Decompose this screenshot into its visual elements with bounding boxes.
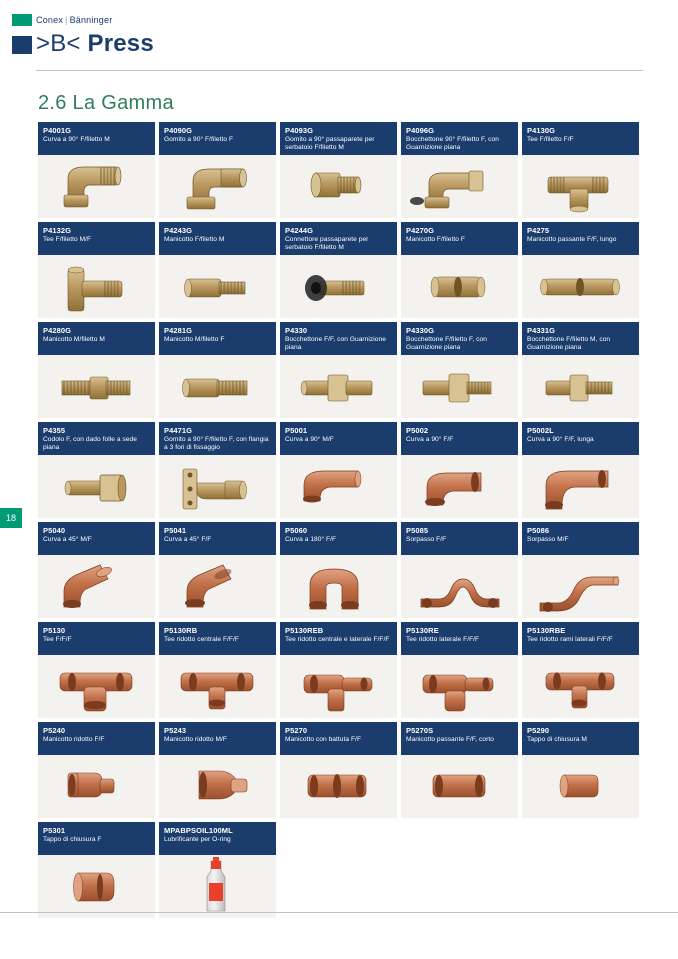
product-image bbox=[522, 155, 639, 218]
product-code: P5270S bbox=[406, 726, 434, 735]
product-image bbox=[280, 655, 397, 718]
product-code: P4093G bbox=[285, 126, 314, 135]
product-card-header bbox=[401, 722, 518, 755]
product-card-header bbox=[159, 522, 276, 555]
product-card[interactable] bbox=[159, 322, 276, 418]
product-description: Tee F/filetto M/F bbox=[43, 236, 92, 243]
product-card[interactable] bbox=[38, 622, 155, 718]
product-card[interactable] bbox=[522, 722, 639, 818]
product-card[interactable] bbox=[159, 522, 276, 618]
product-code: P4330 bbox=[285, 326, 308, 335]
product-image bbox=[159, 855, 276, 918]
product-card-header bbox=[522, 422, 639, 455]
product-code: P5290 bbox=[527, 726, 550, 735]
header-divider bbox=[36, 70, 643, 71]
page-title: 2.6 La Gamma bbox=[38, 92, 174, 114]
product-code: P4244G bbox=[285, 226, 314, 235]
product-card-header bbox=[522, 622, 639, 655]
product-card-header bbox=[38, 622, 155, 655]
product-card[interactable] bbox=[38, 422, 155, 518]
product-image bbox=[401, 755, 518, 818]
product-image bbox=[159, 355, 276, 418]
product-description: Manicotto M/filetto M bbox=[43, 336, 105, 343]
product-card-header bbox=[522, 322, 639, 355]
product-card[interactable] bbox=[159, 622, 276, 718]
product-description: Bocchettone 90° F/filetto F, con Guarnizione piana bbox=[406, 136, 499, 151]
product-description: Manicotto passante F/F, corto bbox=[406, 736, 494, 743]
product-image bbox=[38, 755, 155, 818]
product-code: P5002L bbox=[527, 426, 554, 435]
product-description: Tee ridotto centrale F/F/F bbox=[164, 636, 239, 643]
product-code: P4090G bbox=[164, 126, 193, 135]
product-image bbox=[522, 555, 639, 618]
product-image bbox=[280, 355, 397, 418]
product-image bbox=[401, 255, 518, 318]
product-description: Sorpasso F/F bbox=[406, 536, 447, 543]
product-card-header bbox=[38, 522, 155, 555]
product-image bbox=[522, 455, 639, 518]
product-card[interactable] bbox=[159, 122, 276, 218]
product-card-header bbox=[401, 522, 518, 555]
product-card-header bbox=[280, 222, 397, 255]
product-image bbox=[38, 455, 155, 518]
product-image bbox=[280, 755, 397, 818]
product-image bbox=[159, 255, 276, 318]
product-description: Curva a 180° F/F bbox=[285, 536, 337, 543]
product-card[interactable] bbox=[280, 522, 397, 618]
product-line-title bbox=[36, 30, 154, 58]
product-description: Tee ridotto rami laterali F/F/F bbox=[527, 636, 613, 643]
product-image bbox=[38, 855, 155, 918]
product-card-header bbox=[401, 422, 518, 455]
product-image bbox=[522, 655, 639, 718]
product-code: P5130RB bbox=[164, 626, 198, 635]
brand-separator: | bbox=[65, 15, 68, 25]
product-card[interactable] bbox=[401, 422, 518, 518]
product-code: P5041 bbox=[164, 526, 187, 535]
product-card-header bbox=[522, 722, 639, 755]
product-description: Sorpasso M/F bbox=[527, 536, 569, 543]
product-code: P5040 bbox=[43, 526, 66, 535]
product-description: Tee ridotto centrale e laterale F/F/F bbox=[285, 636, 390, 643]
product-code: P5240 bbox=[43, 726, 66, 735]
product-description: Curva a 90° F/F, lunga bbox=[527, 436, 594, 443]
product-card[interactable] bbox=[401, 522, 518, 618]
product-card-header bbox=[159, 122, 276, 155]
product-image bbox=[159, 555, 276, 618]
product-card-header bbox=[401, 622, 518, 655]
product-card-header bbox=[401, 222, 518, 255]
product-card-header bbox=[280, 122, 397, 155]
product-code: P4275 bbox=[527, 226, 550, 235]
product-description: Manicotto M/filetto F bbox=[164, 336, 225, 343]
product-image bbox=[38, 255, 155, 318]
product-card-header bbox=[159, 422, 276, 455]
product-card[interactable] bbox=[401, 722, 518, 818]
product-description: Manicotto ridotto M/F bbox=[164, 736, 227, 743]
product-code: P5130RBE bbox=[527, 626, 566, 635]
product-description: Tappo di chiusura F bbox=[43, 836, 102, 843]
product-image bbox=[159, 155, 276, 218]
product-code: P4132G bbox=[43, 226, 72, 235]
product-code: P5085 bbox=[406, 526, 429, 535]
product-image bbox=[38, 555, 155, 618]
product-description: Curva a 90° M/F bbox=[285, 436, 334, 443]
product-code: P4243G bbox=[164, 226, 193, 235]
logo-green-block bbox=[12, 14, 32, 26]
product-card-header bbox=[280, 422, 397, 455]
product-card[interactable] bbox=[159, 222, 276, 318]
product-image bbox=[159, 455, 276, 518]
product-image bbox=[280, 455, 397, 518]
product-card-header bbox=[280, 522, 397, 555]
product-image bbox=[522, 255, 639, 318]
product-card-header bbox=[38, 122, 155, 155]
product-card[interactable] bbox=[159, 722, 276, 818]
product-code: P5130RE bbox=[406, 626, 439, 635]
product-code: P4331G bbox=[527, 326, 556, 335]
product-card-header bbox=[522, 222, 639, 255]
product-code: P5001 bbox=[285, 426, 308, 435]
product-card-header bbox=[159, 822, 276, 855]
product-code: P4330G bbox=[406, 326, 435, 335]
product-description: Manicotto F/filetto M bbox=[164, 236, 225, 243]
product-card[interactable] bbox=[159, 822, 276, 918]
product-image bbox=[522, 755, 639, 818]
product-image bbox=[401, 655, 518, 718]
product-code: P5301 bbox=[43, 826, 66, 835]
brand-primary: Conex bbox=[36, 15, 64, 25]
product-card[interactable] bbox=[280, 722, 397, 818]
product-card-header bbox=[522, 122, 639, 155]
product-card[interactable] bbox=[401, 622, 518, 718]
logo-blue-block bbox=[12, 36, 32, 54]
product-image bbox=[522, 355, 639, 418]
product-image bbox=[280, 155, 397, 218]
product-description: Curva a 90° F/filetto M bbox=[43, 136, 110, 143]
product-description: Gomito a 90° passaparete per serbatoio F/filetto M bbox=[285, 136, 375, 151]
product-card[interactable] bbox=[522, 222, 639, 318]
product-card-header bbox=[38, 422, 155, 455]
product-image bbox=[401, 555, 518, 618]
product-image bbox=[280, 255, 397, 318]
product-card[interactable] bbox=[38, 322, 155, 418]
product-image bbox=[159, 655, 276, 718]
product-code: P4270G bbox=[406, 226, 435, 235]
product-card[interactable] bbox=[38, 822, 155, 918]
page-header bbox=[0, 0, 678, 74]
product-card-header bbox=[38, 222, 155, 255]
product-card[interactable] bbox=[280, 622, 397, 718]
product-description: Curva a 90° F/F bbox=[406, 436, 454, 443]
product-card-header bbox=[280, 722, 397, 755]
product-code: MPABPSOIL100ML bbox=[164, 826, 233, 835]
product-code: P5243 bbox=[164, 726, 187, 735]
product-image bbox=[38, 355, 155, 418]
product-image bbox=[159, 755, 276, 818]
product-image bbox=[38, 155, 155, 218]
product-card-header bbox=[159, 222, 276, 255]
product-card-header bbox=[159, 622, 276, 655]
product-card-header bbox=[159, 322, 276, 355]
product-card[interactable] bbox=[522, 422, 639, 518]
product-image bbox=[280, 555, 397, 618]
product-code: P5002 bbox=[406, 426, 429, 435]
product-description: Gomito a 90° F/filetto F bbox=[164, 136, 234, 143]
product-card[interactable] bbox=[401, 122, 518, 218]
product-description: Connettore passaparete per serbatoio F/filetto M bbox=[285, 236, 369, 251]
product-card[interactable] bbox=[522, 322, 639, 418]
product-image bbox=[401, 355, 518, 418]
product-code: P5270 bbox=[285, 726, 308, 735]
product-image bbox=[401, 455, 518, 518]
product-card[interactable] bbox=[522, 622, 639, 718]
product-card-header bbox=[38, 722, 155, 755]
product-card-header bbox=[401, 122, 518, 155]
product-card[interactable] bbox=[38, 122, 155, 218]
brand-name bbox=[36, 15, 112, 25]
product-card-header bbox=[38, 322, 155, 355]
product-card[interactable] bbox=[522, 522, 639, 618]
product-code: P4001G bbox=[43, 126, 72, 135]
product-description: Tappo di chiusura M bbox=[527, 736, 587, 743]
product-description: Curva a 45° M/F bbox=[43, 536, 92, 543]
brand-title-prefix: >B< bbox=[36, 30, 81, 57]
product-description: Manicotto con battuta F/F bbox=[285, 736, 362, 743]
page-number-tab: 18 bbox=[0, 508, 22, 528]
product-code: P4355 bbox=[43, 426, 66, 435]
product-description: Codolo F, con dado folle a sede piana bbox=[43, 436, 137, 451]
product-description: Curva a 45° F/F bbox=[164, 536, 212, 543]
product-description: Manicotto passante F/F, lungo bbox=[527, 236, 617, 243]
product-card[interactable] bbox=[280, 222, 397, 318]
product-card-header bbox=[280, 622, 397, 655]
product-card[interactable] bbox=[38, 222, 155, 318]
product-image bbox=[38, 655, 155, 718]
brand-secondary: Bänninger bbox=[69, 15, 113, 25]
product-description: Tee F/F/F bbox=[43, 636, 72, 643]
product-description: Manicotto ridotto F/F bbox=[43, 736, 105, 743]
product-code: P4280G bbox=[43, 326, 72, 335]
product-description: Manicotto F/filetto F bbox=[406, 236, 465, 243]
product-card-header bbox=[280, 322, 397, 355]
product-card-header bbox=[159, 722, 276, 755]
product-description: Bocchettone F/filetto F, con Guarnizione piana bbox=[406, 336, 487, 351]
product-description: Tee ridotto laterale F/F/F bbox=[406, 636, 480, 643]
product-card[interactable] bbox=[280, 422, 397, 518]
product-description: Gomito a 90° F/filetto F, con flangia a 3 fori di fissaggio bbox=[164, 436, 269, 451]
product-card[interactable] bbox=[522, 122, 639, 218]
product-card[interactable] bbox=[159, 422, 276, 518]
product-code: P5060 bbox=[285, 526, 308, 535]
product-description: Bocchettone F/F, con Guarnizione piana bbox=[285, 336, 386, 351]
product-card[interactable] bbox=[280, 122, 397, 218]
product-grid bbox=[38, 122, 642, 918]
product-code: P5130REB bbox=[285, 626, 324, 635]
footer-divider bbox=[0, 912, 678, 913]
product-code: P5130 bbox=[43, 626, 66, 635]
product-card[interactable] bbox=[38, 722, 155, 818]
product-card[interactable] bbox=[401, 322, 518, 418]
product-description: Tee F/filetto F/F bbox=[527, 136, 574, 143]
product-card-header bbox=[38, 822, 155, 855]
product-card-header bbox=[522, 522, 639, 555]
product-card-header bbox=[401, 322, 518, 355]
product-card[interactable] bbox=[401, 222, 518, 318]
product-code: P4471G bbox=[164, 426, 193, 435]
product-description: Bocchettone F/filetto M, con Guarnizione piana bbox=[527, 336, 611, 351]
brand-title-main: Press bbox=[87, 30, 154, 57]
product-card[interactable] bbox=[38, 522, 155, 618]
product-card[interactable] bbox=[280, 322, 397, 418]
product-image bbox=[401, 155, 518, 218]
product-description: Lubrificante per O-ring bbox=[164, 836, 231, 843]
product-code: P4096G bbox=[406, 126, 435, 135]
product-code: P4130G bbox=[527, 126, 556, 135]
product-code: P4281G bbox=[164, 326, 193, 335]
product-code: P5086 bbox=[527, 526, 550, 535]
